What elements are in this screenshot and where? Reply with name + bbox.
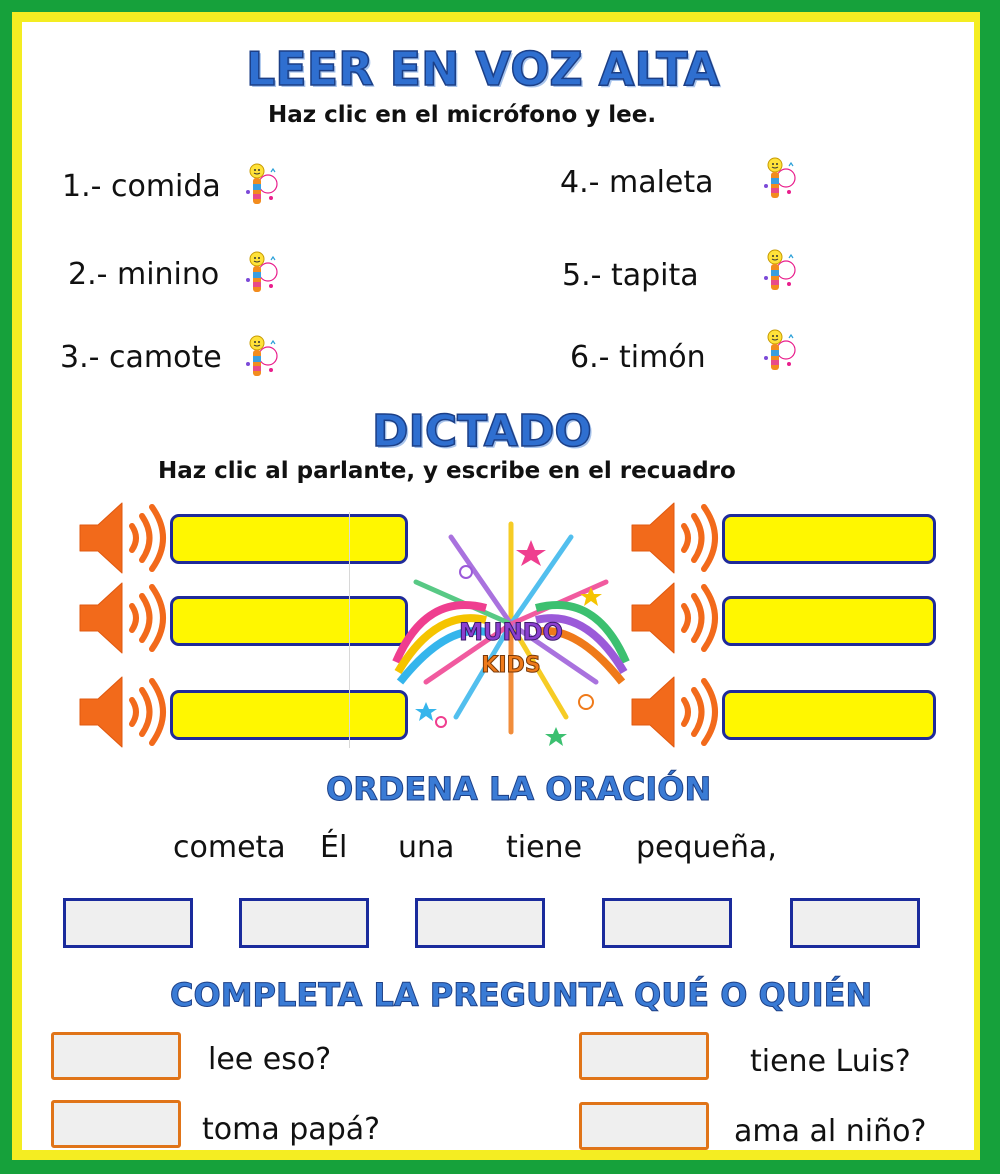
microphone-icon[interactable]: [240, 162, 280, 210]
microphone-icon[interactable]: [758, 156, 798, 204]
microphone-icon[interactable]: [240, 334, 280, 382]
complete-text-1: lee eso?: [208, 1042, 332, 1077]
divider: [349, 512, 350, 748]
order-slot-1[interactable]: [63, 898, 193, 948]
order-title: ORDENA LA ORACIÓN: [326, 770, 712, 808]
read-item-4: 4.- maleta: [560, 165, 714, 200]
order-slot-2[interactable]: [239, 898, 369, 948]
mundo-kids-logo: [356, 512, 666, 752]
worksheet: [22, 22, 974, 1150]
speaker-icon[interactable]: [76, 498, 172, 578]
read-item-3: 3.- camote: [60, 340, 222, 375]
complete-text-2: toma papá?: [202, 1112, 381, 1147]
read-item-6: 6.- timón: [570, 340, 706, 375]
dictation-input-4[interactable]: [722, 514, 936, 564]
order-slot-5[interactable]: [790, 898, 920, 948]
dictation-input-6[interactable]: [722, 690, 936, 740]
order-word-3[interactable]: una: [398, 830, 455, 865]
read-item-2: 2.- minino: [68, 257, 220, 292]
logo-word-2: KIDS: [481, 653, 541, 678]
dictation-instruction: Haz clic al parlante, y escribe en el recuadro: [158, 458, 736, 484]
order-slot-3[interactable]: [415, 898, 545, 948]
speaker-icon[interactable]: [76, 578, 172, 658]
read-aloud-title: LEER EN VOZ ALTA: [246, 42, 720, 96]
microphone-icon[interactable]: [240, 250, 280, 298]
complete-slot-1[interactable]: [51, 1032, 181, 1080]
order-word-2[interactable]: Él: [320, 830, 348, 865]
order-word-5[interactable]: pequeña,: [636, 830, 777, 865]
complete-text-3: tiene Luis?: [750, 1044, 911, 1079]
complete-title: COMPLETA LA PREGUNTA QUÉ O QUIÉN: [170, 976, 873, 1014]
order-word-4[interactable]: tiene: [506, 830, 583, 865]
dictation-input-5[interactable]: [722, 596, 936, 646]
order-slot-4[interactable]: [602, 898, 732, 948]
microphone-icon[interactable]: [758, 328, 798, 376]
read-item-5: 5.- tapita: [562, 258, 699, 293]
order-word-1[interactable]: cometa: [173, 830, 286, 865]
logo-word-1: MUNDO: [459, 618, 563, 646]
speaker-icon[interactable]: [76, 672, 172, 752]
microphone-icon[interactable]: [758, 248, 798, 296]
dictation-title: DICTADO: [372, 406, 592, 457]
read-aloud-instruction: Haz clic en el micrófono y lee.: [268, 102, 657, 128]
complete-slot-4[interactable]: [579, 1102, 709, 1150]
complete-text-4: ama al niño?: [734, 1114, 927, 1149]
read-item-1: 1.- comida: [62, 169, 221, 204]
complete-slot-3[interactable]: [579, 1032, 709, 1080]
complete-slot-2[interactable]: [51, 1100, 181, 1148]
